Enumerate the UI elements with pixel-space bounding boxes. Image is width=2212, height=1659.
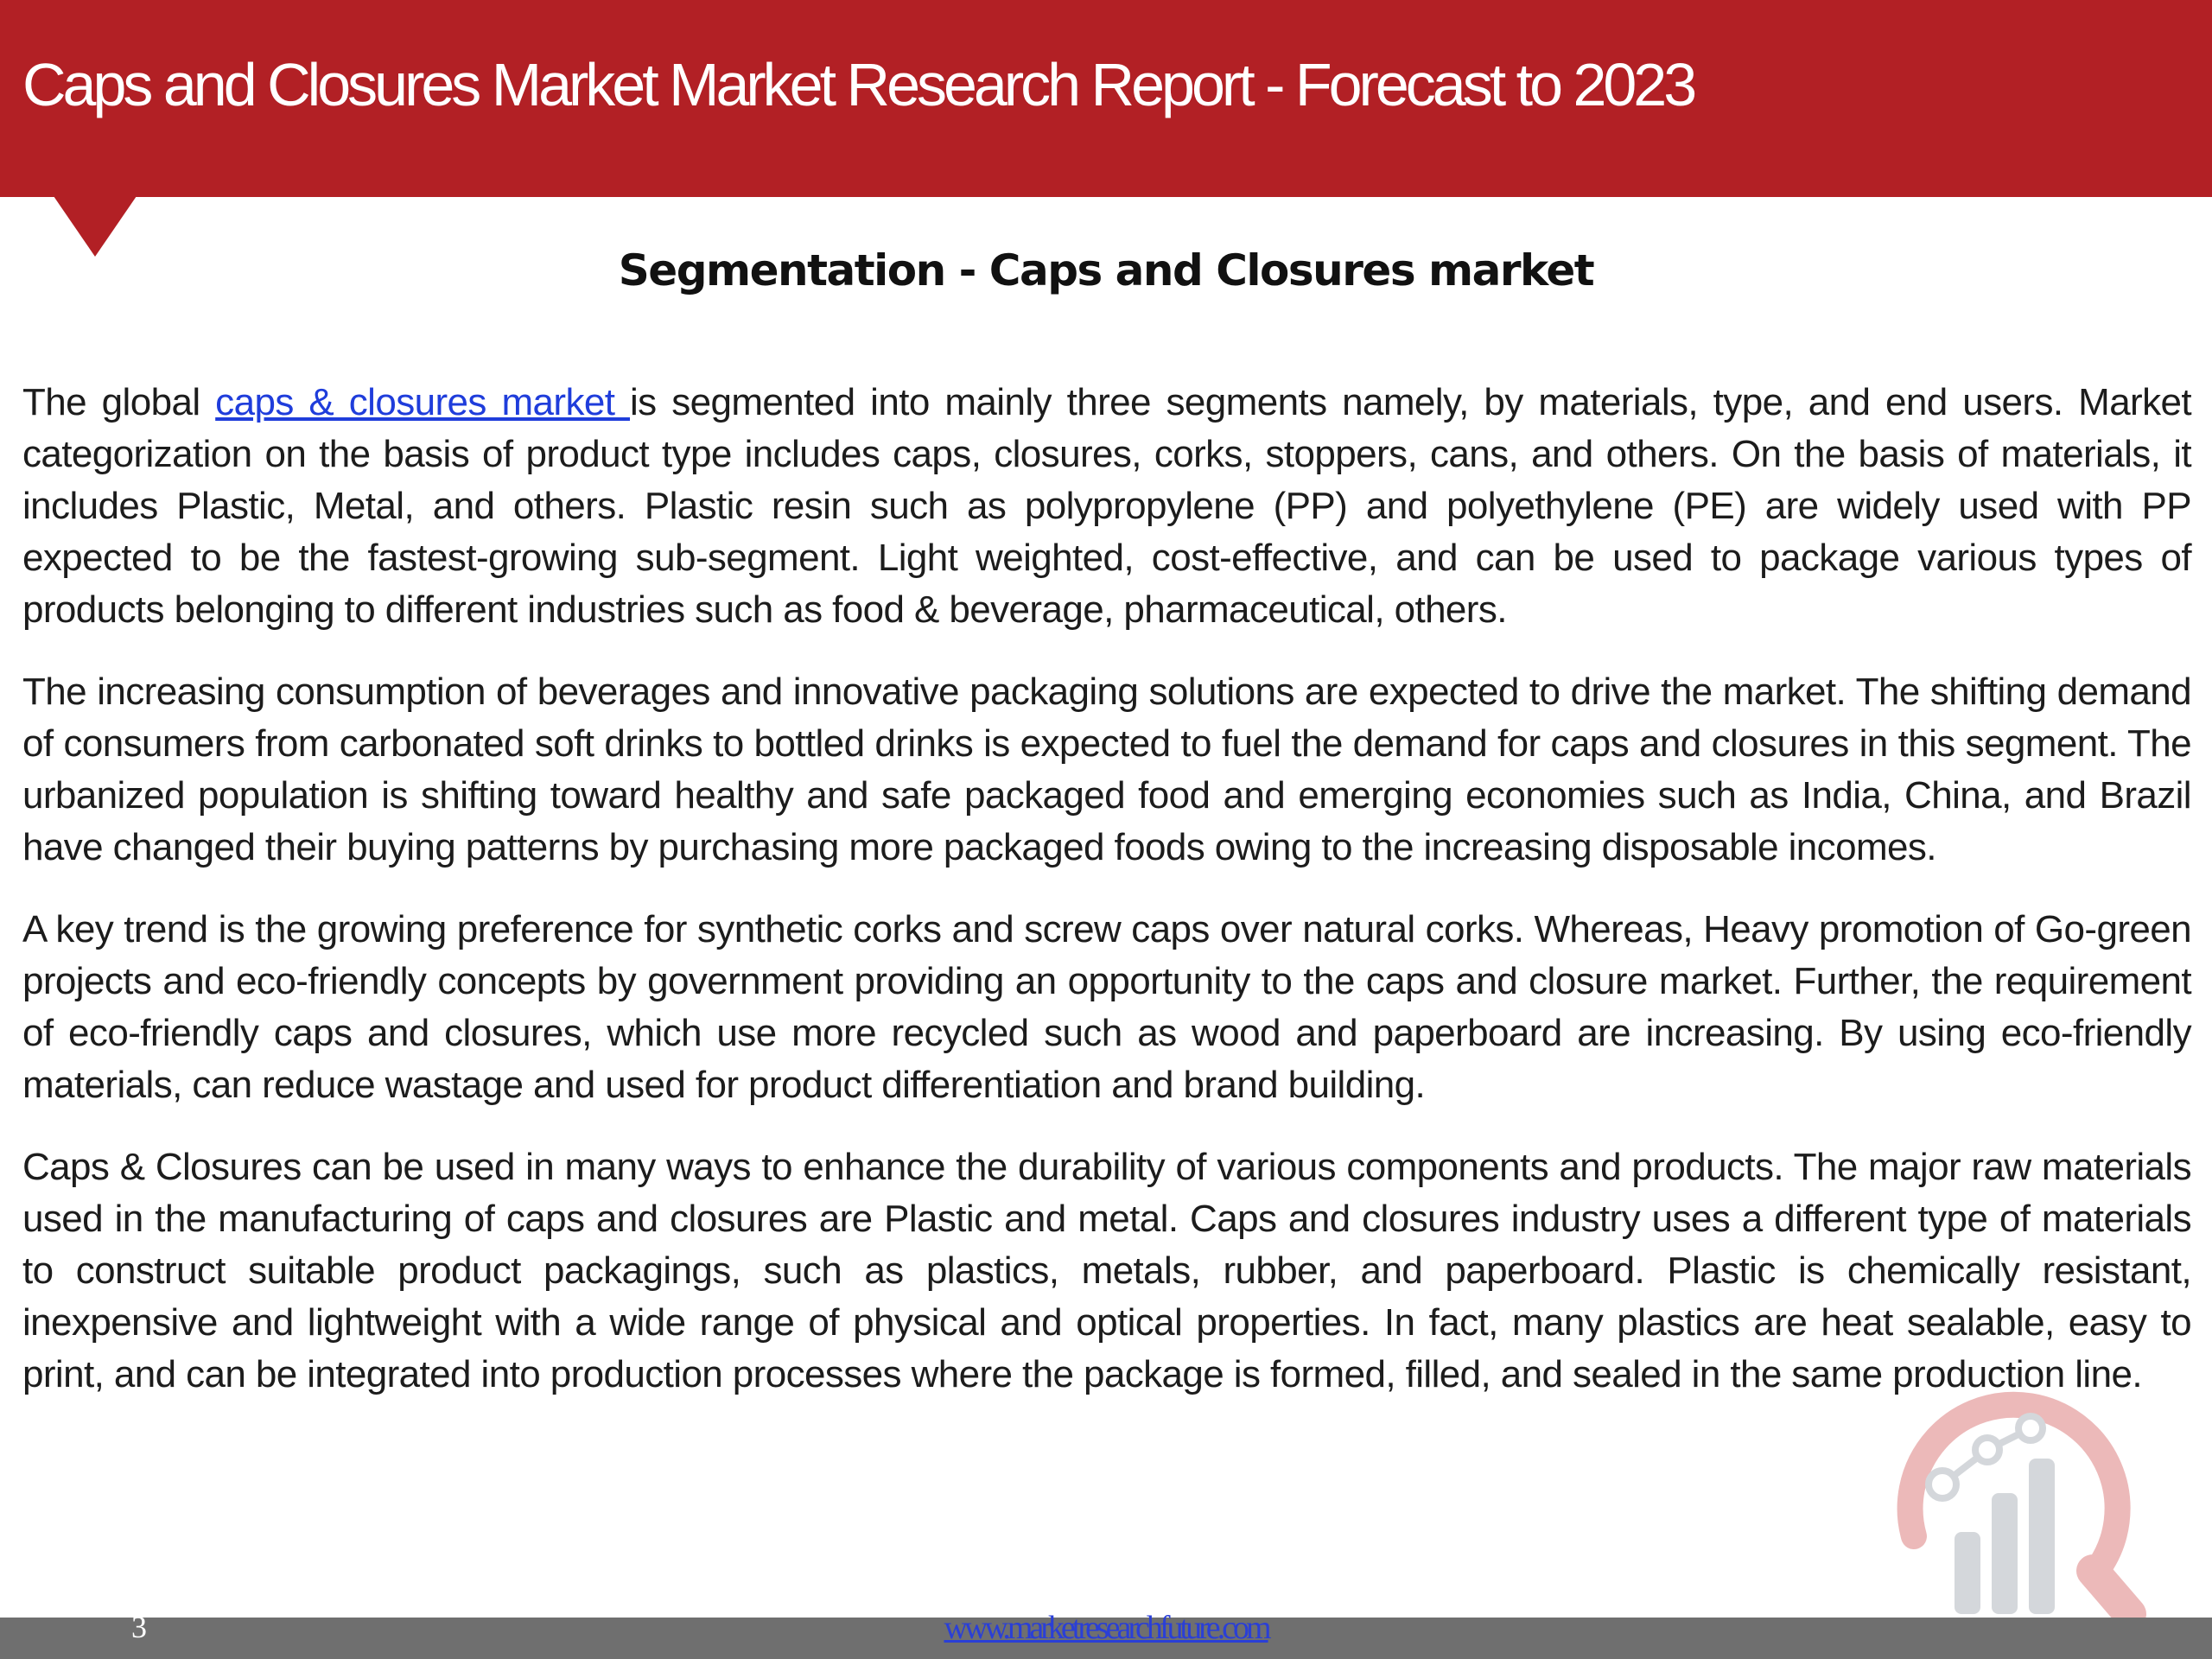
caps-closures-market-link[interactable]: caps & closures market <box>215 381 630 423</box>
paragraph-1 <box>22 377 2191 636</box>
paragraph-2: The increasing consumption of beverages and innovative packaging solutions are expected to drive the market. The shifting demand of consumers from carbonated soft drinks to bottled drinks is expected to fuel the demand for caps and closures in this segment. The urbanized population is shifting toward healthy and safe packaged food and emerging economies such as India, China, and Brazil have changed their buying patterns by purchasing more packaged foods owing to the increasing disposable incomes. <box>22 671 2191 868</box>
footer-website-link[interactable]: www.marketresearchfuture.com <box>944 1610 1268 1646</box>
paragraph-4: Caps & Closures can be used in many ways to enhance the durability of various components and products. The major raw materials used in the manufacturing of caps and closures are Plastic and metal. Caps and closures industry uses a different type of materials to construct suitable product packagings, such as plastics, metals, rubber, and paperboard. Plastic is chemically resistant, inexpensive and lightweight with a wide range of physical and optical properties. In fact, many plastics are heat sealable, easy to print, and can be integrated into production processes where the package is formed, filled, and sealed in the same production line. <box>22 1146 2191 1395</box>
section-heading: Segmentation - Caps and Closures market <box>618 245 1594 296</box>
paragraph-1-suffix: is segmented into mainly three segments namely, by materials, type, and end users. Market categorization on the basis of product type includes caps, closures, corks, stoppers, cans, and others. On the basis of materials, it includes Plastic, Metal, and others. Plastic resin such as polypropylene (PP) and polyethylene (PE) are widely used with PP expected to be the fastest-growing sub-segment. Light weighted, cost-effective, and can be used to package various types of products belonging to different industries such as food & beverage, pharmaceutical, others. <box>22 381 2192 631</box>
paragraph-1-prefix: The global <box>22 381 216 423</box>
body-text <box>22 377 2191 1431</box>
market-research-logo-icon <box>1866 1355 2152 1640</box>
page-title: Caps and Closures Market Market Research Report - Forecast to 2023 <box>22 51 1694 118</box>
page-number: 3 <box>131 1610 147 1644</box>
paragraph-3: A key trend is the growing preference for synthetic corks and screw caps over natural corks. Whereas, Heavy promotion of Go-green projects and eco-friendly concepts by government providing an opportunity to the caps and closure market. Further, the requirement of eco-friendly caps and closures, which use more recycled such as wood and paperboard are increasing. By using eco-friendly materials, can reduce wastage and used for product differentiation and brand building. <box>22 908 2191 1106</box>
